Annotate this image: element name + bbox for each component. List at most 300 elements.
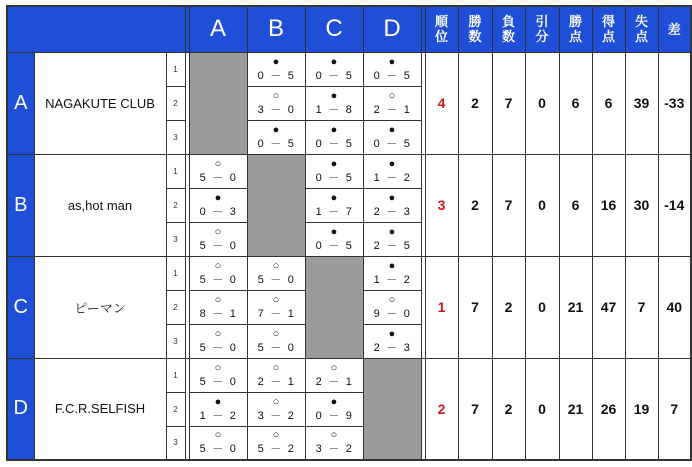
stat-wins: 7: [458, 256, 492, 358]
score-for: 9: [373, 307, 381, 320]
score-against: 0: [287, 273, 295, 286]
score-for: 0: [315, 69, 323, 82]
match-result-cell: [363, 256, 421, 290]
score-against: 0: [229, 341, 237, 354]
stat-header-line2: 数: [501, 29, 515, 45]
loss-mark-icon: ●: [388, 191, 396, 204]
self-match-cell: [247, 154, 305, 256]
score-for: 0: [199, 205, 207, 218]
stat-scored: 47: [592, 256, 625, 358]
stat-losses: 7: [492, 52, 525, 154]
score-against: 2: [403, 273, 411, 286]
match-score: [248, 307, 305, 321]
score-separator: －: [212, 273, 224, 286]
team-row: [7, 256, 691, 290]
match-result-cell: [305, 154, 363, 188]
score-for: 2: [373, 341, 381, 354]
score-separator: －: [270, 443, 282, 456]
loss-mark-icon: ●: [214, 395, 222, 408]
score-separator: －: [328, 409, 340, 422]
team-letter: D: [7, 358, 34, 460]
score-separator: －: [386, 69, 398, 82]
score-against: 1: [287, 375, 295, 388]
score-separator: －: [212, 239, 224, 252]
score-against: 9: [345, 409, 353, 422]
score-for: 2: [257, 375, 265, 388]
score-separator: －: [270, 307, 282, 320]
match-score: [364, 273, 421, 287]
score-separator: －: [386, 103, 398, 116]
score-separator: －: [212, 205, 224, 218]
score-against: 5: [403, 69, 411, 82]
stat-header-scored: [592, 6, 625, 52]
match-score: [190, 273, 247, 287]
win-mark-icon: ○: [214, 259, 222, 272]
match-result-cell: [305, 120, 363, 154]
stat-header-wins: [458, 6, 492, 52]
match-score: [248, 409, 305, 423]
win-mark-icon: ○: [214, 225, 222, 238]
score-separator: －: [328, 375, 340, 388]
win-mark-icon: ○: [214, 429, 222, 442]
game-number: 2: [166, 188, 185, 222]
win-mark-icon: ○: [330, 429, 338, 442]
score-against: 1: [287, 307, 295, 320]
loss-mark-icon: ●: [272, 123, 280, 136]
match-score: [190, 341, 247, 355]
match-result-cell: [363, 324, 421, 358]
match-score: [364, 239, 421, 253]
score-separator: －: [212, 341, 224, 354]
score-against: 5: [287, 69, 295, 82]
score-against: 3: [229, 205, 237, 218]
score-against: 5: [403, 137, 411, 150]
score-separator: －: [328, 69, 340, 82]
stat-header-losses: [492, 6, 525, 52]
match-score: [190, 205, 247, 219]
match-result-cell: [247, 256, 305, 290]
stat-scored: 16: [592, 154, 625, 256]
score-separator: －: [386, 273, 398, 286]
match-result-cell: [189, 290, 247, 324]
stat-points: 21: [559, 256, 592, 358]
game-number: 3: [166, 222, 185, 256]
stat-losses: 2: [492, 358, 525, 460]
score-for: 3: [257, 103, 265, 116]
stat-diff: -33: [658, 52, 691, 154]
stat-diff: -14: [658, 154, 691, 256]
match-result-cell: [305, 52, 363, 86]
stat-header-points: [559, 6, 592, 52]
score-separator: －: [212, 307, 224, 320]
score-against: 3: [403, 341, 411, 354]
score-for: 5: [199, 239, 207, 252]
self-match-cell: [305, 256, 363, 358]
match-score: [190, 239, 247, 253]
stat-header-line2: 数: [468, 29, 482, 45]
score-separator: －: [386, 137, 398, 150]
score-against: 0: [287, 341, 295, 354]
score-for: 8: [199, 307, 207, 320]
match-score: [364, 341, 421, 355]
game-number: 3: [166, 426, 185, 460]
score-for: 0: [373, 69, 381, 82]
stat-header-line1: 負: [501, 14, 515, 30]
stat-scored: 6: [592, 52, 625, 154]
loss-mark-icon: ●: [330, 395, 338, 408]
stat-conceded: 7: [625, 256, 658, 358]
stat-draws: 0: [525, 52, 559, 154]
stat-conceded: 39: [625, 52, 658, 154]
score-against: 1: [229, 307, 237, 320]
match-score: [248, 341, 305, 355]
team-name: as,hot man: [34, 154, 166, 256]
score-for: 5: [199, 443, 207, 456]
match-score: [306, 409, 363, 423]
match-result-cell: [305, 188, 363, 222]
score-separator: －: [212, 443, 224, 456]
match-score: [364, 171, 421, 185]
score-against: 0: [229, 171, 237, 184]
match-result-cell: [363, 52, 421, 86]
stat-draws: 0: [525, 358, 559, 460]
match-score: [190, 409, 247, 423]
match-score: [306, 171, 363, 185]
win-mark-icon: ○: [214, 293, 222, 306]
stat-wins: 2: [458, 154, 492, 256]
match-score: [364, 69, 421, 83]
score-for: 0: [315, 171, 323, 184]
score-against: 0: [229, 375, 237, 388]
match-result-cell: [363, 290, 421, 324]
match-result-cell: [305, 358, 363, 392]
match-result-cell: [363, 222, 421, 256]
score-for: 1: [199, 409, 207, 422]
score-separator: －: [270, 341, 282, 354]
score-separator: －: [386, 239, 398, 252]
team-row: [7, 358, 691, 392]
game-number: 1: [166, 256, 185, 290]
score-for: 3: [257, 409, 265, 422]
match-score: [306, 205, 363, 219]
match-result-cell: [247, 426, 305, 460]
score-separator: －: [328, 443, 340, 456]
match-result-cell: [189, 426, 247, 460]
score-against: 0: [403, 307, 411, 320]
match-result-cell: [363, 86, 421, 120]
score-for: 2: [315, 375, 323, 388]
match-score: [364, 103, 421, 117]
game-number: 1: [166, 358, 185, 392]
stat-header-conceded: [625, 6, 658, 52]
loss-mark-icon: ●: [388, 225, 396, 238]
score-separator: －: [328, 137, 340, 150]
score-for: 0: [257, 137, 265, 150]
score-for: 5: [199, 171, 207, 184]
match-score: [306, 375, 363, 389]
score-separator: －: [212, 409, 224, 422]
score-separator: －: [328, 103, 340, 116]
game-number: 1: [166, 52, 185, 86]
stat-rank: 4: [425, 52, 458, 154]
stat-scored: 26: [592, 358, 625, 460]
score-for: 2: [373, 205, 381, 218]
match-result-cell: [189, 256, 247, 290]
match-result-cell: [189, 324, 247, 358]
score-separator: －: [212, 171, 224, 184]
stat-points: 6: [559, 154, 592, 256]
league-standings-table: [6, 5, 692, 461]
stat-header-line2: 点: [568, 29, 582, 45]
score-for: 5: [199, 273, 207, 286]
score-for: 5: [199, 375, 207, 388]
win-mark-icon: ○: [272, 361, 280, 374]
match-result-cell: [305, 222, 363, 256]
win-mark-icon: ○: [272, 293, 280, 306]
team-name: F.C.R.SELFISH: [34, 358, 166, 460]
match-result-cell: [305, 86, 363, 120]
score-separator: －: [270, 273, 282, 286]
score-for: 0: [315, 137, 323, 150]
game-number: 1: [166, 154, 185, 188]
team-letter: A: [7, 52, 34, 154]
match-result-cell: [189, 188, 247, 222]
match-score: [190, 307, 247, 321]
score-for: 2: [373, 103, 381, 116]
stat-header-line2: 位: [434, 29, 448, 45]
score-for: 5: [257, 443, 265, 456]
win-mark-icon: ○: [272, 89, 280, 102]
score-against: 5: [345, 171, 353, 184]
score-for: 0: [315, 409, 323, 422]
loss-mark-icon: ●: [388, 259, 396, 272]
match-score: [248, 273, 305, 287]
score-against: 2: [287, 409, 295, 422]
score-for: 2: [373, 239, 381, 252]
stat-rank: 1: [425, 256, 458, 358]
match-result-cell: [189, 358, 247, 392]
score-against: 5: [345, 69, 353, 82]
score-against: 7: [345, 205, 353, 218]
score-against: 2: [345, 443, 353, 456]
match-result-cell: [247, 86, 305, 120]
stat-header-line2: 点: [634, 29, 648, 45]
score-separator: －: [386, 307, 398, 320]
team-letter: B: [7, 154, 34, 256]
score-separator: －: [328, 171, 340, 184]
stat-header-rank: [425, 6, 458, 52]
match-score: [190, 375, 247, 389]
loss-mark-icon: ●: [214, 191, 222, 204]
stat-conceded: 19: [625, 358, 658, 460]
score-for: 5: [257, 341, 265, 354]
match-score: [190, 171, 247, 185]
score-against: 5: [345, 137, 353, 150]
score-against: 5: [403, 239, 411, 252]
self-match-cell: [363, 358, 421, 460]
loss-mark-icon: ●: [330, 89, 338, 102]
match-result-cell: [247, 120, 305, 154]
opponent-header-a: A: [189, 6, 247, 52]
header-row: [7, 6, 691, 52]
stat-header-line1: 勝: [468, 14, 482, 30]
match-result-cell: [363, 120, 421, 154]
match-result-cell: [363, 154, 421, 188]
score-against: 0: [229, 239, 237, 252]
win-mark-icon: ○: [388, 293, 396, 306]
score-against: 5: [287, 137, 295, 150]
stat-losses: 7: [492, 154, 525, 256]
score-for: 1: [373, 273, 381, 286]
match-score: [306, 103, 363, 117]
score-against: 2: [287, 443, 295, 456]
score-against: 0: [287, 103, 295, 116]
match-score: [248, 103, 305, 117]
stat-diff: 40: [658, 256, 691, 358]
score-for: 5: [257, 273, 265, 286]
match-result-cell: [189, 222, 247, 256]
stat-header-line1: 失: [634, 14, 648, 30]
loss-mark-icon: ●: [388, 327, 396, 340]
score-against: 0: [229, 443, 237, 456]
match-result-cell: [247, 392, 305, 426]
corner-cell: [7, 6, 185, 52]
score-separator: －: [212, 375, 224, 388]
match-score: [248, 69, 305, 83]
score-for: 1: [373, 171, 381, 184]
match-score: [364, 205, 421, 219]
opponent-header-b: B: [247, 6, 305, 52]
loss-mark-icon: ●: [388, 55, 396, 68]
score-separator: －: [270, 137, 282, 150]
match-result-cell: [247, 290, 305, 324]
score-separator: －: [386, 205, 398, 218]
match-score: [364, 307, 421, 321]
stat-points: 6: [559, 52, 592, 154]
loss-mark-icon: ●: [330, 55, 338, 68]
score-separator: －: [270, 409, 282, 422]
win-mark-icon: ○: [330, 361, 338, 374]
score-separator: －: [270, 375, 282, 388]
win-mark-icon: ○: [214, 327, 222, 340]
score-against: 8: [345, 103, 353, 116]
stat-rank: 3: [425, 154, 458, 256]
stat-wins: 2: [458, 52, 492, 154]
score-for: 7: [257, 307, 265, 320]
score-for: 1: [315, 103, 323, 116]
score-for: 1: [315, 205, 323, 218]
game-number: 3: [166, 324, 185, 358]
stat-header-line1: 引: [535, 14, 549, 30]
loss-mark-icon: ●: [388, 123, 396, 136]
score-against: 2: [403, 171, 411, 184]
self-match-cell: [189, 52, 247, 154]
score-for: 0: [257, 69, 265, 82]
score-against: 2: [229, 409, 237, 422]
score-separator: －: [386, 171, 398, 184]
loss-mark-icon: ●: [330, 123, 338, 136]
win-mark-icon: ○: [272, 395, 280, 408]
stat-header-draws: [525, 6, 559, 52]
stat-losses: 2: [492, 256, 525, 358]
loss-mark-icon: ●: [330, 191, 338, 204]
stat-diff: 7: [658, 358, 691, 460]
match-result-cell: [305, 426, 363, 460]
score-for: 0: [315, 239, 323, 252]
match-score: [248, 442, 305, 456]
win-mark-icon: ○: [272, 429, 280, 442]
match-result-cell: [247, 52, 305, 86]
stat-header-line1: 得: [601, 14, 615, 30]
score-against: 0: [229, 273, 237, 286]
team-letter: C: [7, 256, 34, 358]
stat-header-line1: 勝: [568, 14, 582, 30]
score-separator: －: [328, 239, 340, 252]
stat-header-line1: 順: [434, 14, 448, 30]
loss-mark-icon: ●: [330, 225, 338, 238]
loss-mark-icon: ●: [388, 157, 396, 170]
opponent-header-d: D: [363, 6, 421, 52]
score-against: 3: [403, 205, 411, 218]
win-mark-icon: ○: [388, 89, 396, 102]
match-score: [306, 442, 363, 456]
score-separator: －: [270, 69, 282, 82]
match-result-cell: [247, 324, 305, 358]
match-result-cell: [189, 392, 247, 426]
team-name: NAGAKUTE CLUB: [34, 52, 166, 154]
stat-conceded: 30: [625, 154, 658, 256]
match-result-cell: [363, 188, 421, 222]
game-number: 2: [166, 392, 185, 426]
stat-header-line2: 点: [601, 29, 615, 45]
team-row: [7, 154, 691, 188]
game-number: 3: [166, 120, 185, 154]
win-mark-icon: ○: [214, 361, 222, 374]
match-result-cell: [247, 358, 305, 392]
match-score: [248, 137, 305, 151]
stat-header-line2: 分: [535, 29, 549, 45]
match-result-cell: [189, 154, 247, 188]
stat-header-diff: [658, 6, 691, 52]
score-separator: －: [270, 103, 282, 116]
score-for: 3: [315, 443, 323, 456]
match-score: [248, 375, 305, 389]
score-against: 1: [403, 103, 411, 116]
game-number: 2: [166, 290, 185, 324]
stat-draws: 0: [525, 154, 559, 256]
match-score: [190, 442, 247, 456]
stat-wins: 7: [458, 358, 492, 460]
score-separator: －: [386, 341, 398, 354]
opponent-header-c: C: [305, 6, 363, 52]
stat-header-line1: 差: [667, 21, 681, 37]
team-name: ピーマン: [34, 256, 166, 358]
score-for: 5: [199, 341, 207, 354]
score-for: 0: [373, 137, 381, 150]
score-separator: －: [328, 205, 340, 218]
win-mark-icon: ○: [272, 259, 280, 272]
score-against: 5: [345, 239, 353, 252]
team-row: [7, 52, 691, 86]
loss-mark-icon: ●: [330, 157, 338, 170]
stat-points: 21: [559, 358, 592, 460]
match-score: [364, 137, 421, 151]
match-score: [306, 239, 363, 253]
match-result-cell: [305, 392, 363, 426]
match-score: [306, 137, 363, 151]
game-number: 2: [166, 86, 185, 120]
loss-mark-icon: ●: [272, 55, 280, 68]
